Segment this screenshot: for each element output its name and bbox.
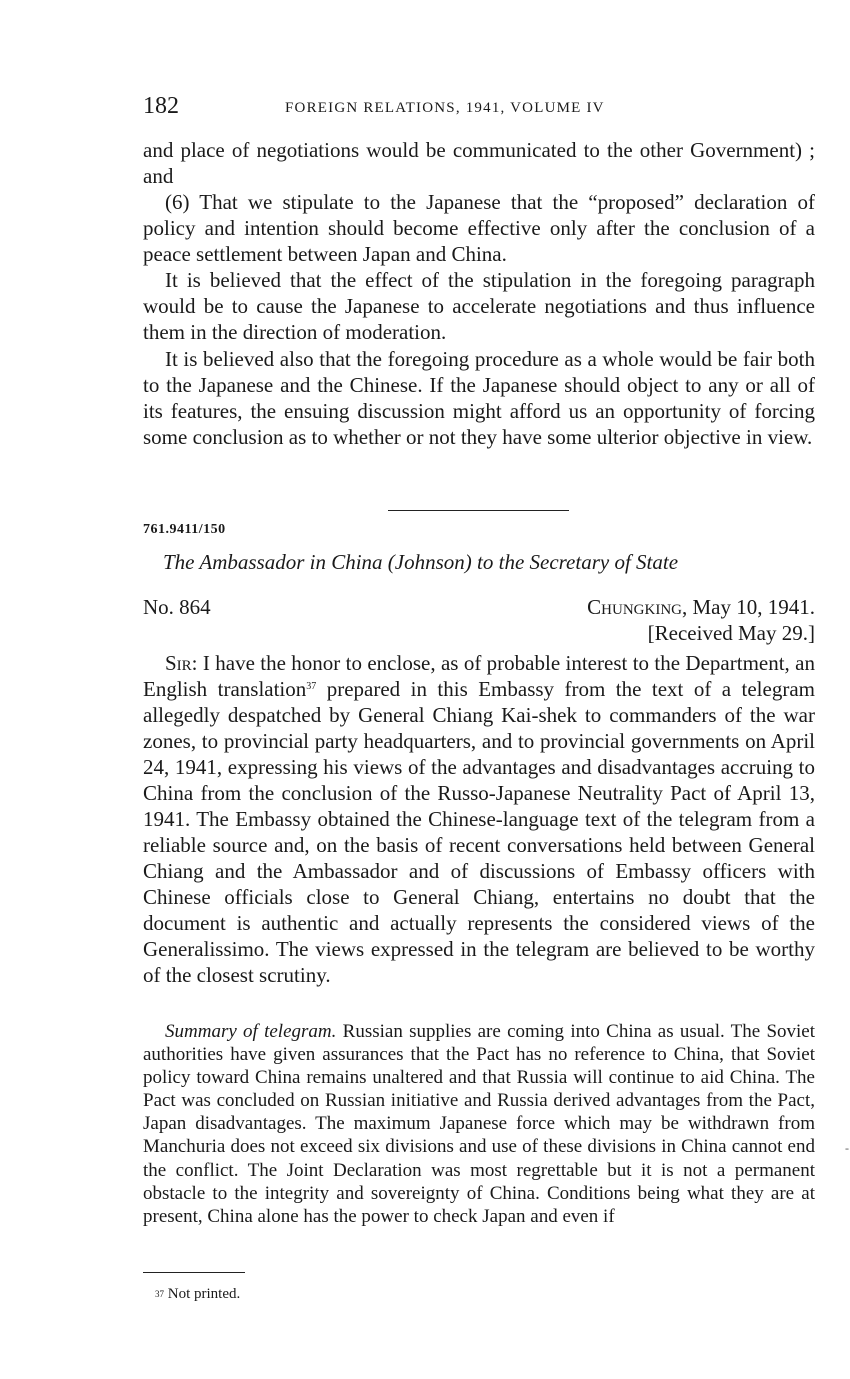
running-head: FOREIGN RELATIONS, 1941, VOLUME IV (285, 100, 605, 116)
memo-paragraph-procedure: It is believed also that the foregoing procedure as a whole would be fair both to the Japanese and the Chinese. If the Japanese should object to any or all of its features, the ensuing discussion might afford us an opportunity of forcing some conclusion as to whether or not they have some ulterior objective in view. (143, 347, 815, 449)
salutation: Sir: (165, 651, 198, 675)
memo-paragraph-effect: It is believed that the effect of the stipulation in the foregoing paragraph would be to cause the Japanese to accelerate negotiations and thus influence them in the direction of moderation. (143, 268, 815, 344)
dateline-date: May 10, 1941. (692, 595, 815, 619)
memo-paragraph-continued: and place of negotiations would be communicated to the other Government) ; and (143, 138, 815, 188)
section-divider (388, 510, 569, 511)
summary-text: Russian supplies are coming into China as usual. The Soviet authorities have given assurances that the Pact has no reference to China, that Soviet policy toward China remains unaltered and that Russia will continue to aid China. The Pact was concluded on Russian initiative and Russia derived advantages from the Pact, Japan disadvantages. The maximum Japanese force which may be withdrawn from Manchuria does not exceed six divisions and use of these divisions in China cannot end the conflict. The Joint Declaration was most regrettable but it is not a permanent obstacle to the integrity and sovereignty of China. Conditions being what they are at present, China alone has the power to check Japan and even if (143, 1021, 816, 1227)
file-number: 761.9411/150 (143, 522, 226, 537)
margin-mark: - (845, 1141, 849, 1155)
memo-paragraph-six: (6) That we stipulate to the Japanese that the “proposed” declaration of policy and intention should become effective only after the conclusion of a peace settlement between Japan and China. (143, 190, 815, 266)
footnote (155, 1284, 240, 1304)
footnote-text: Not printed. (167, 1286, 241, 1302)
footnote-marker: 37 (155, 1289, 164, 1299)
document-title: The Ambassador in China (Johnson) to the Secretary of State (163, 550, 679, 574)
telegram-summary (143, 1020, 815, 1228)
page-header (143, 92, 815, 122)
received-date: [Received May 29.] (647, 621, 815, 645)
letter-body-part-1: I have the honor to enclose, as of probable interest to the Department, an English translation (143, 651, 815, 701)
summary-label: Summary of telegram. (165, 1021, 337, 1042)
dateline (587, 594, 815, 620)
letter-body (143, 650, 815, 988)
footnote-reference[interactable]: 37 (306, 681, 317, 692)
footnote-divider (143, 1272, 245, 1273)
page-number: 182 (143, 93, 179, 119)
dateline-place: Chungking, (587, 595, 688, 619)
despatch-number: No. 864 (143, 595, 211, 619)
letter-body-part-2: prepared in this Embassy from the text of a telegram allegedly despatched by General Chiang Kai-shek to commanders of the war zones, to provincial party headquarters, and to provincial governments on April 24, 1941, expressing his views of the advantages and disadvantages accruing to China from the conclusion of the Russo-Japanese Neutrality Pact of April 13, 1941. The Embassy obtained the Chinese-language text of the telegram from a reliable source and, on the basis of recent conversations held between General Chiang and the Ambassador and of discussions of Embassy officers with Chinese officials close to General Chiang, entertains no doubt that the document is authentic and actually represents the considered views of the Generalissimo. The views expressed in the telegram are believed to be worthy of the closest scrutiny. (143, 677, 815, 987)
